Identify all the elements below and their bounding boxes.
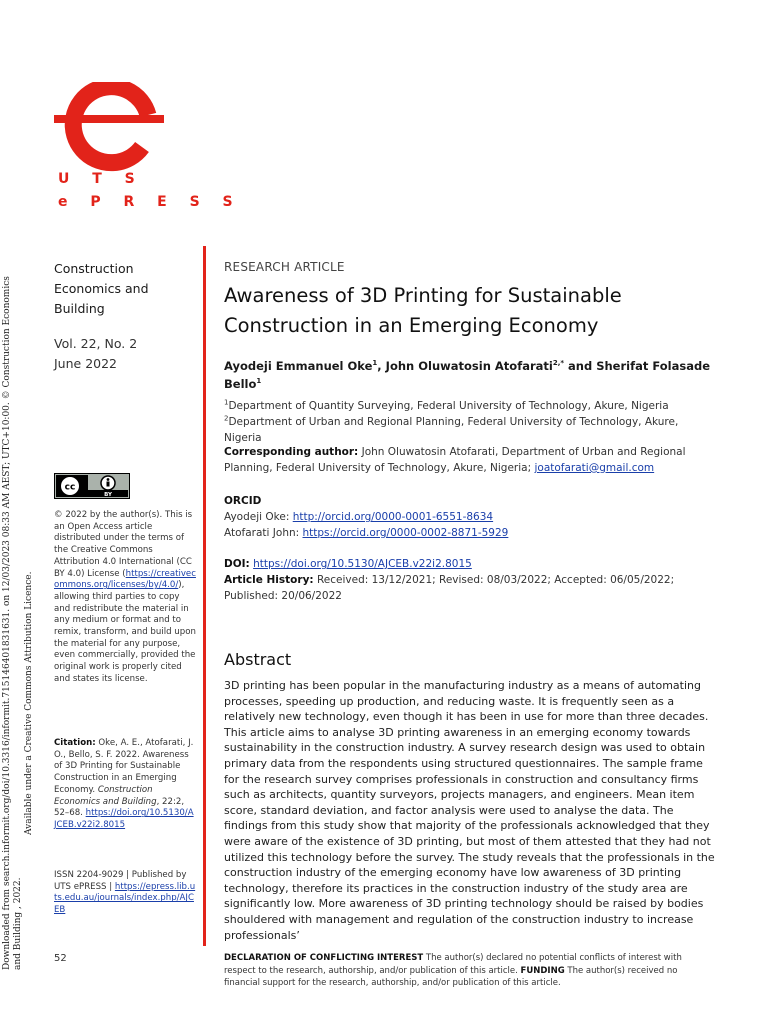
author-3-sup: 1	[256, 377, 262, 386]
citation-journal: Construction Economics and Building	[54, 784, 157, 807]
download-notice-line1: Downloaded from search.informit.org/doi/10.3316/informit.715146401831631. on 12/03/2023 08:33 AM AEST; UTC+10:00. © Construction Economics and Building , 2022.	[2, 276, 23, 970]
funding-text: The author(s) received no financial support for the research, authorship, and/or publication of this article.	[224, 965, 678, 989]
funding-label: FUNDING	[520, 965, 565, 976]
journal-name-line3: Building	[54, 301, 105, 316]
citation-text-a: Oke, A. E., Atofarati, J. O., Bello, S. F. 2022. Awareness of 3D Printing for Sustainable Construction in an Emerging Economy.	[54, 738, 194, 795]
author-2: , John Oluwatosin Atofarati	[377, 359, 553, 373]
copyright-text-a: © 2022 by the author(s). This is an Open Access article distributed under the terms of the Creative Commons Attribution 4.0 International (CC BY 4.0) License (	[54, 510, 193, 579]
download-notice	[2, 270, 42, 970]
corresponding-author-label: Corresponding author:	[224, 446, 359, 458]
affiliation-1-text: Department of Quantity Surveying, Federal University of Technology, Akure, Nigeria	[228, 400, 669, 412]
cc-by-license-icon[interactable]	[54, 473, 130, 499]
citation-text-b: , 22:2, 52–68.	[54, 796, 185, 819]
orcid-2-link[interactable]: https://orcid.org/0000-0002-8871-5929	[302, 527, 509, 539]
download-notice-line2: Available under a Creative Commons Attribution Licence.	[24, 571, 34, 835]
publisher-wordmark	[58, 168, 242, 214]
article-type: RESEARCH ARTICLE	[224, 260, 345, 274]
orcid-1-link[interactable]: http://orcid.org/0000-0001-6551-8634	[292, 511, 494, 523]
affiliation-2	[224, 414, 716, 446]
orcid-block	[224, 493, 716, 541]
copyright-notice	[54, 510, 196, 686]
by-label: BY	[104, 492, 112, 498]
abstract-text: 3D printing has been popular in the manufacturing industry as a means of automating processes, speeding up production, and reducing waste. It is frequently seen as a relatively new technology, even though it has been in use for more than three decades. This article aims to analyse 3D printing awareness in an emerging economy towards sustainability in the construction industry. A survey research design was used to obtain primary data from the respondents using structured questionnaires. The sample frame for the research survey comprises professionals in construction and consultancy firms such as architects, quantity surveyors, projects managers, and engineers. Mean item score, standard deviation, and factor analysis were used to analyse the data. The findings from this study show that majority of the professionals acknowledged that they were aware of the existence of 3D printing, but most of them attested that they had not utilized this technology before the survey. The study reveals that the professionals in the construction industry of the emerging economy have low awareness of 3D printing technology, therefore its practices in the construction industry of the study area are significantly low. More awareness of 3D printing technology should be raised by bodies shouldered with management and regulation of the construction industry to increase professionals’	[224, 679, 715, 942]
affiliation-1-sup: 1	[224, 398, 229, 407]
affiliation-1	[224, 398, 716, 414]
abstract-heading: Abstract	[224, 650, 292, 669]
page-number: 52	[54, 953, 67, 964]
orcid-label: ORCID	[224, 495, 262, 507]
orcid-2-name: Atofarati John:	[224, 527, 303, 539]
cc-label: cc	[64, 482, 76, 493]
issn-block	[54, 870, 196, 917]
corresponding-email-link[interactable]: joatofarati@gmail.com	[534, 462, 655, 474]
title-line2: Construction in an Emerging Economy	[224, 314, 599, 337]
conflict-text: The author(s) declared no potential conflicts of interest with respect to the research, authorship, and/or publication of this article.	[224, 953, 682, 976]
article-history	[224, 572, 716, 604]
orcid-entry-2	[224, 525, 716, 541]
declaration-footer	[224, 952, 716, 990]
journal-name	[54, 259, 196, 319]
journal-name-line2: Economics and	[54, 281, 149, 296]
citation-block	[54, 738, 196, 832]
article-title	[224, 281, 716, 341]
corresponding-author-text: John Oluwatosin Atofarati, Department of Urban and Regional Planning, Federal University of Technology, Akure, Nigeria;	[224, 446, 686, 474]
citation-label: Citation:	[54, 738, 96, 748]
affiliation-2-sup: 2	[224, 414, 229, 423]
publisher-line1: U T S	[58, 171, 144, 187]
journal-date: June 2022	[54, 356, 118, 371]
doi-line	[224, 556, 716, 572]
journal-volume: Vol. 22, No. 2	[54, 336, 138, 351]
orcid-1-name: Ayodeji Oke:	[224, 511, 293, 523]
history-text: Received: 13/12/2021; Revised: 08/03/2022; Accepted: 06/05/2022; Published: 20/06/2022	[224, 574, 675, 602]
doi-history-block	[224, 556, 716, 604]
history-label: Article History:	[224, 574, 314, 586]
journal-name-line1: Construction	[54, 261, 134, 276]
author-2-sup: 2,*	[552, 359, 565, 368]
conflict-label: DECLARATION OF CONFLICTING INTEREST	[224, 953, 424, 963]
affiliation-2-text: Department of Urban and Regional Planning, Federal University of Technology, Akure, Nigeria	[224, 416, 679, 444]
author-1: Ayodeji Emmanuel Oke	[224, 359, 373, 373]
citation-doi-link[interactable]: https://doi.org/10.5130/AJCEB.v22i2.8015	[54, 808, 194, 830]
copyright-text-b: ), allowing third parties to copy and redistribute the material in any medium or format and to remix, transform, and build upon the material for any purpose, even commercially, provided the original work is properly cited and states its license.	[54, 580, 196, 684]
orcid-entry-1	[224, 509, 716, 525]
doi-link[interactable]: https://doi.org/10.5130/AJCEB.v22i2.8015	[253, 558, 472, 570]
section-divider	[203, 246, 206, 946]
corresponding-author	[224, 444, 716, 476]
author-1-sup: 1	[372, 359, 378, 368]
author-list	[224, 357, 716, 393]
issn-text: ISSN 2204-9029 | Published by UTS ePRESS |	[54, 870, 187, 892]
journal-issue	[54, 334, 196, 374]
license-link[interactable]: https://creativecommons.org/licenses/by/4.0/	[54, 568, 196, 591]
author-3: and Sherifat Folasade Bello	[224, 359, 710, 391]
journal-link[interactable]: https://epress.lib.uts.edu.au/journals/index.php/AJCEB	[54, 881, 196, 916]
title-line1: Awareness of 3D Printing for Sustainable	[224, 284, 622, 307]
publisher-line2: e P R E S S	[58, 194, 242, 210]
doi-label: DOI:	[224, 558, 250, 570]
